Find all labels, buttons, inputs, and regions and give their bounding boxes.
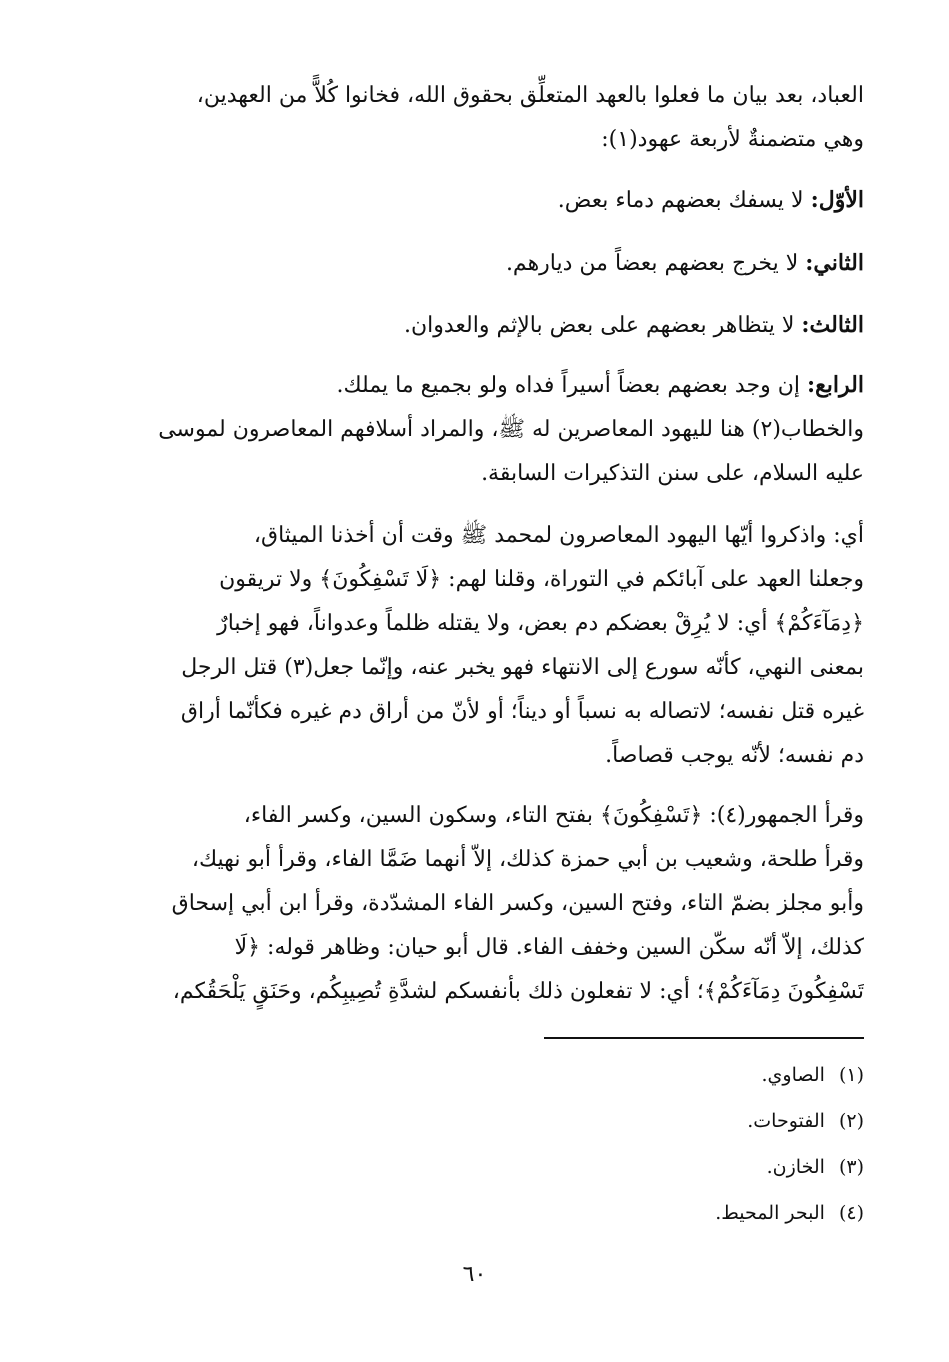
footnote-divider bbox=[544, 1037, 864, 1039]
item-text: لا يخرج بعضهم بعضاً من ديارهم. bbox=[505, 251, 799, 276]
paragraph-readings bbox=[84, 794, 864, 1014]
text-line: كذلك، إلاّ أنّه سكّن السين وخفف الفاء. قال أبو حيان: وظاهر قوله: ﴿لَا bbox=[234, 935, 864, 960]
covenant-item-4 bbox=[84, 363, 864, 496]
text-line: عليه السلام، على سنن التذكيرات السابقة. bbox=[481, 461, 864, 486]
paragraph-explanation bbox=[84, 514, 864, 778]
covenant-item-3 bbox=[84, 303, 864, 348]
item-text: إن وجد بعضهم بعضاً أسيراً فداه ولو بجميع ما يملك. bbox=[336, 373, 800, 398]
text-line: ﴿دِمَآءَكُمْ﴾ أي: لا يُرِقْ بعضكم دم بعض، ولا يقتله ظلماً وعدواناً، فهو إخبارٌ bbox=[217, 611, 864, 636]
footnote-text: الصاوي. bbox=[761, 1064, 825, 1086]
paragraph-intro bbox=[84, 74, 864, 162]
item-text: لا يسفك بعضهم دماء بعض. bbox=[557, 188, 804, 213]
footnote-text: البحر المحيط. bbox=[715, 1202, 825, 1224]
footnote-number: (٣) bbox=[838, 1156, 864, 1178]
footnote-item bbox=[464, 1098, 864, 1144]
text-line: بمعنى النهي، كأنّه سورع إلى الانتهاء فهو يخبر عنه، وإنّما جعل(٣) قتل الرجل bbox=[181, 655, 864, 680]
text-line: وقرأ طلحة، وشعيب بن أبي حمزة كذلك، إلاّ أنهما ضَمَّا الفاء، وقرأ أبو نهيك، bbox=[191, 847, 864, 872]
item-text: لا يتظاهر بعضهم على بعض بالإثم والعدوان. bbox=[403, 313, 795, 338]
footnotes bbox=[464, 1052, 864, 1236]
footnote-number: (١) bbox=[838, 1064, 864, 1086]
footnote-item bbox=[464, 1144, 864, 1190]
text-line: وأبو مجلز بضمّ التاء، وفتح السين، وكسر الفاء المشدّدة، وقرأ ابن أبي إسحاق bbox=[171, 891, 864, 916]
text-line: غيره قتل نفسه؛ لاتصاله به نسباً أو ديناً؛ أو لأنّ من أراق دم غيره فكأنّما أراق bbox=[180, 699, 864, 724]
text-line: دم نفسه؛ لأنّه يوجب قصاصاً. bbox=[605, 743, 864, 768]
text-line: وجعلنا العهد على آبائكم في التوراة، وقلنا لهم: ﴿لَا تَسْفِكُونَ﴾ ولا تريقون bbox=[219, 567, 864, 592]
item-term: الثاني: bbox=[805, 250, 864, 276]
footnote-text: الفتوحات. bbox=[747, 1110, 825, 1132]
footnote-number: (٢) bbox=[838, 1110, 864, 1132]
text-line: والخطاب(٢) هنا لليهود المعاصرين له ﷺ، والمراد أسلافهم المعاصرون لموسى bbox=[158, 417, 864, 442]
footnote-text: الخازن. bbox=[766, 1156, 825, 1178]
footnote-number: (٤) bbox=[838, 1202, 864, 1224]
text-line: أي: واذكروا أيّها اليهود المعاصرون لمحمد ﷺ وقت أن أخذنا الميثاق، bbox=[253, 523, 864, 548]
page-number: ٦٠ bbox=[462, 1262, 487, 1287]
text-line: وهي متضمنةٌ لأربعة عهود(١): bbox=[601, 127, 864, 152]
item-term: الأوّل: bbox=[810, 187, 864, 213]
item-term: الرابع: bbox=[806, 372, 864, 398]
covenant-item-2 bbox=[84, 241, 864, 286]
item-term: الثالث: bbox=[801, 312, 864, 338]
footnote-item bbox=[464, 1190, 864, 1236]
covenant-item-1 bbox=[84, 178, 864, 223]
text-line: تَسْفِكُونَ دِمَآءَكُمْ﴾؛ أي: لا تفعلون ذلك بأنفسكم لشدَّةِ تُصِيبِكُم، وحَنَقٍ يَلْحَقُكم، bbox=[172, 979, 864, 1004]
text-line: وقرأ الجمهور(٤): ﴿تَسْفِكُونَ﴾ بفتح التاء، وسكون السين، وكسر الفاء، bbox=[243, 803, 864, 828]
text-line: العباد، بعد بيان ما فعلوا بالعهد المتعلِّق بحقوق الله، فخانوا كُلاًّ من العهدين، bbox=[196, 83, 864, 108]
footnote-item bbox=[464, 1052, 864, 1098]
